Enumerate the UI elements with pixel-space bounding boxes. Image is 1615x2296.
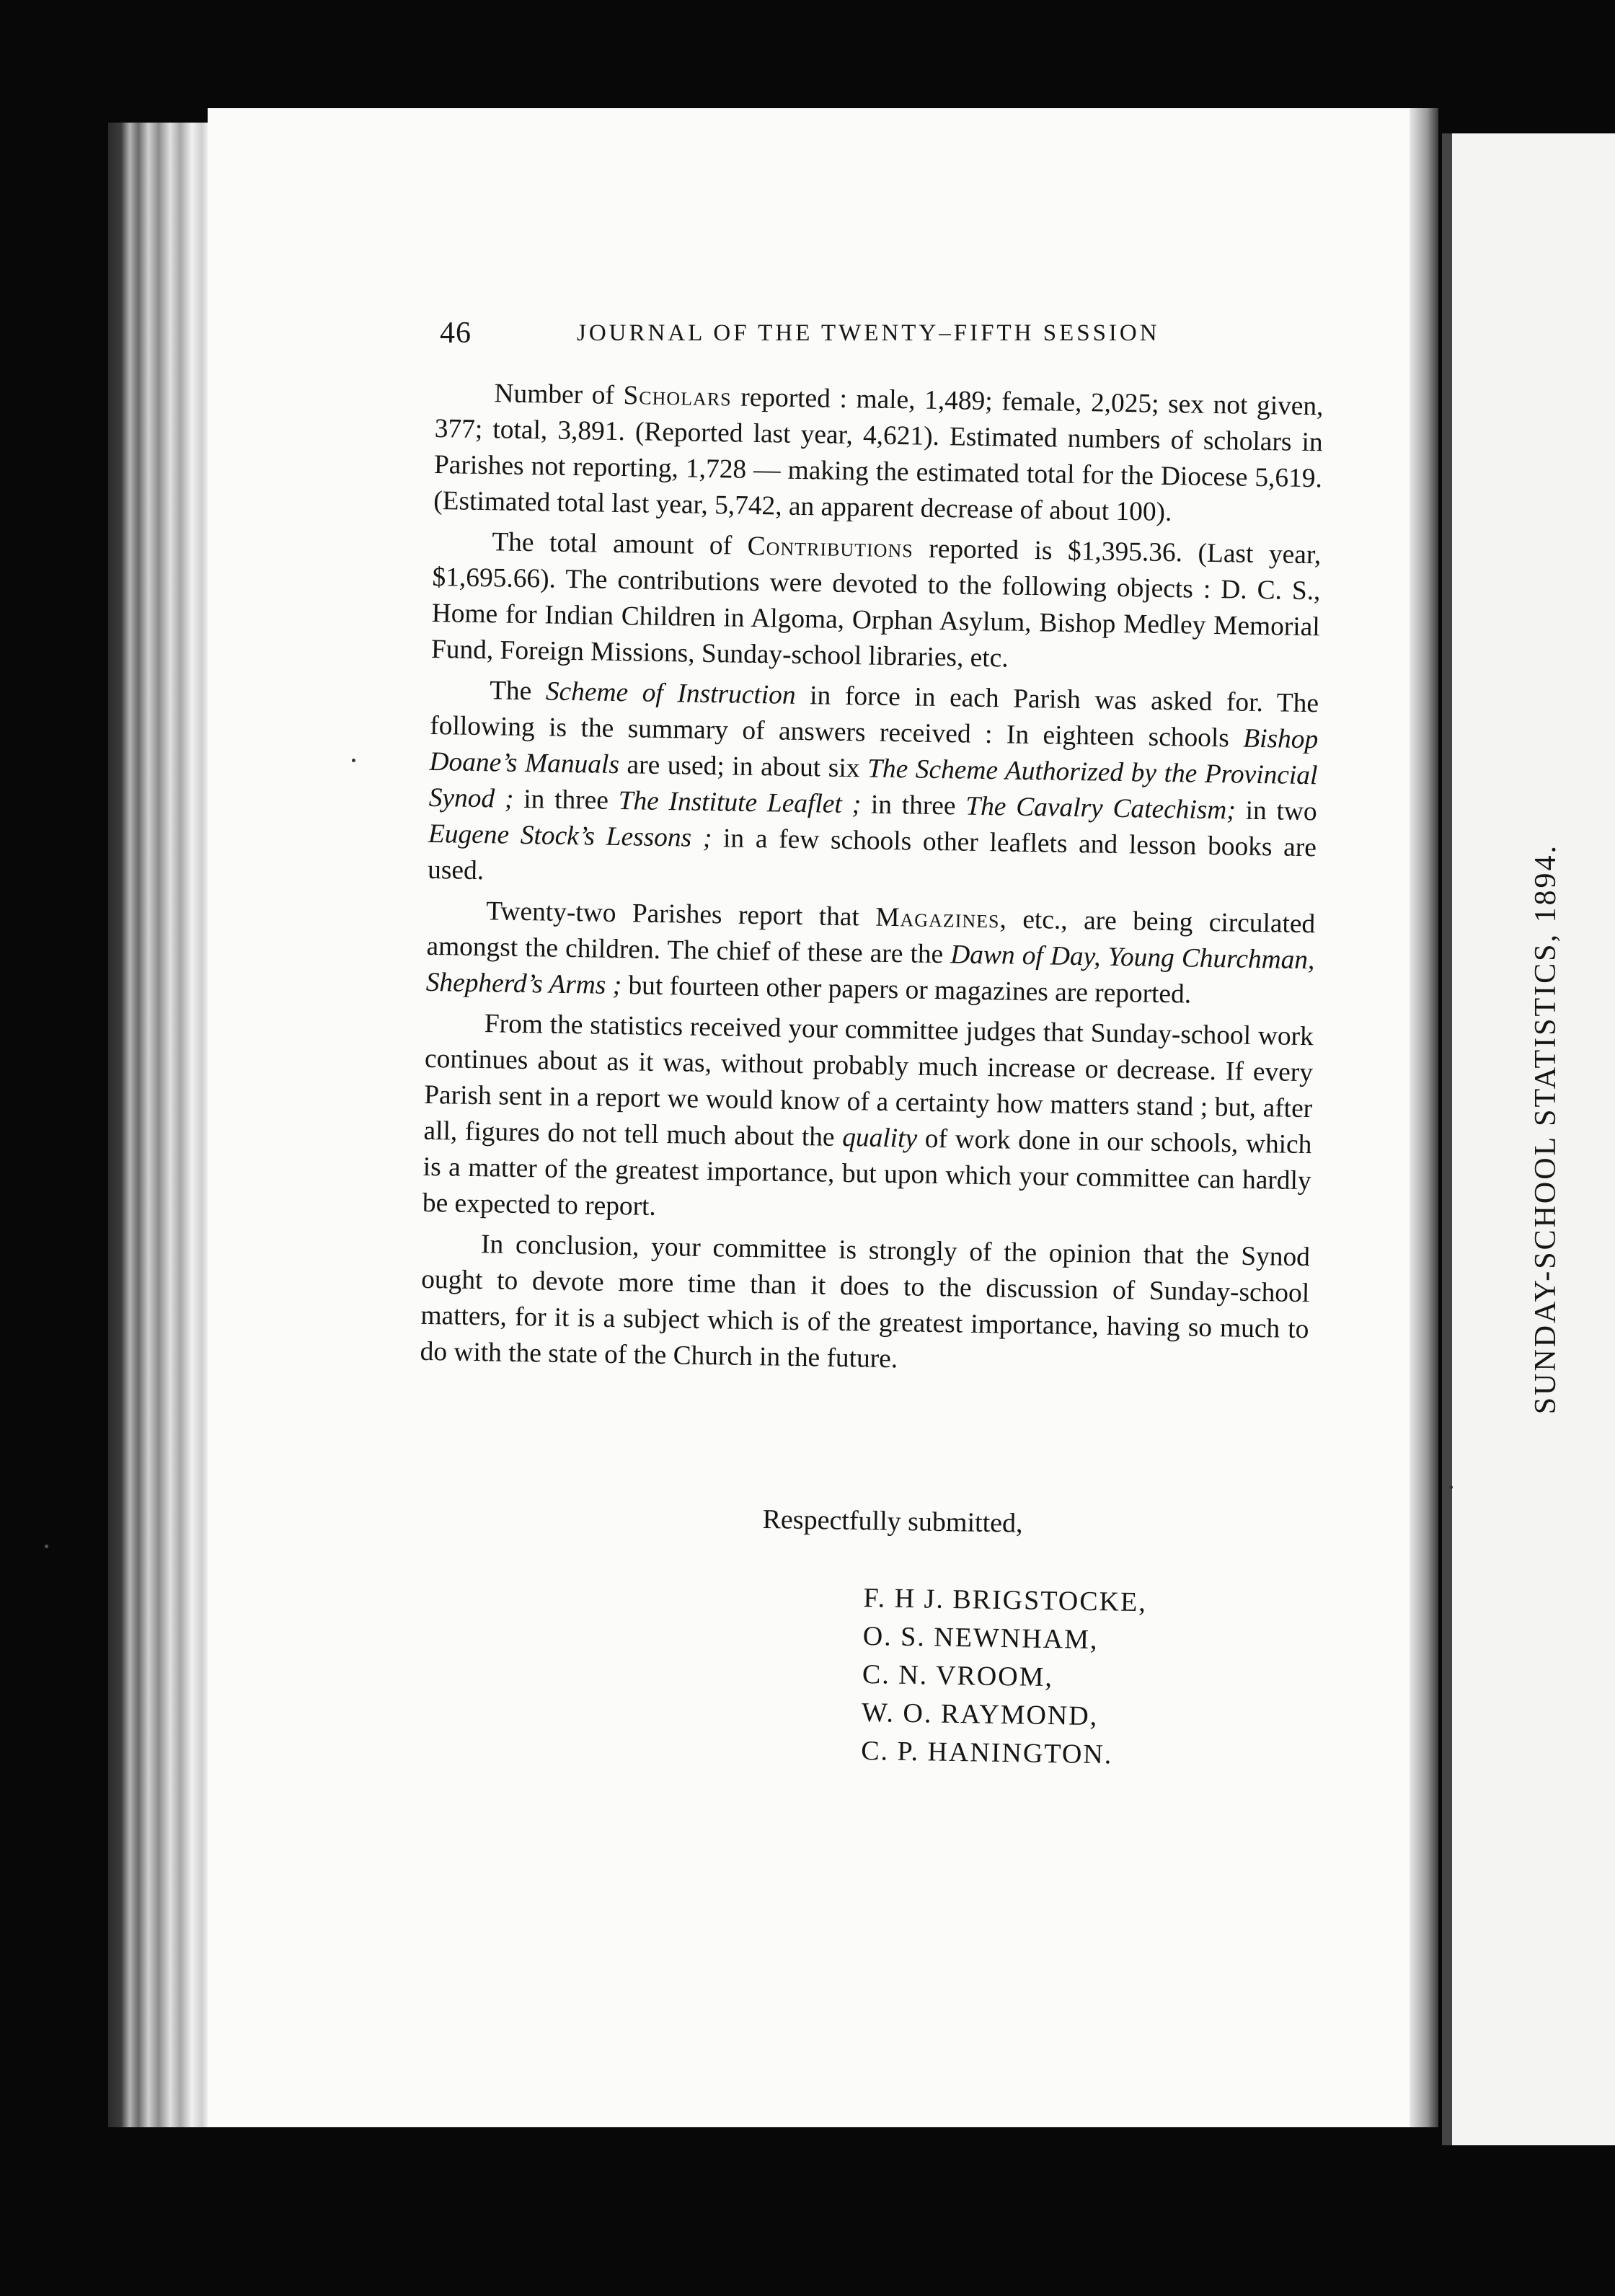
text-run: , etc., are being circulated amongst the children. The chief of these are the (426, 904, 1316, 970)
italic-term: Scheme of Instruction (545, 676, 796, 710)
text-run: In conclusion, your committee is strongly of the opinion that the Synod ought to devote more time than it does to the discussion of Sunday-school matters, for it is a subject which is of the greatest importance, having so much to do with the state of the Church in the future. (420, 1229, 1311, 1374)
dust-speck (352, 759, 355, 762)
signatory: O. S. NEWNHAM, (862, 1620, 1099, 1656)
running-head (440, 316, 1377, 359)
text-run: reported is $1,395.36. (Last year, $1,695.66). The contributions were devoted to the following objects : D. C. S., Home for Indian Children in Algoma, Orphan Asylum, Bishop Medley Memorial Fund, Foreign Missions, Sunday-school libraries, etc. (430, 534, 1322, 674)
paragraph-scheme-of-instruction (428, 672, 1319, 902)
text-run: of work done in our schools, which is a matter of the greatest importance, but upon which your committee can hardly be expected to report. (422, 1123, 1312, 1222)
signatory: C. P. HANINGTON. (860, 1735, 1113, 1770)
text-run: but fourteen other papers or magazines are reported. (621, 971, 1192, 1010)
text-run: Number of (494, 379, 624, 411)
spine-gutter (1410, 108, 1438, 2127)
italic-term: Bishop Doane’s Manuals (429, 723, 1319, 780)
paragraph-scholars (433, 375, 1324, 533)
text-run: in three (860, 790, 966, 821)
text-run: The total amount of (492, 527, 748, 561)
dust-speck (1449, 1485, 1453, 1489)
italic-term: Eugene Stock’s Lessons ; (428, 818, 712, 854)
body-text (420, 375, 1324, 1388)
small-caps-term: Magazines (875, 902, 1000, 935)
signatory: C. N. VROOM, (862, 1659, 1054, 1693)
text-run: The (489, 676, 547, 707)
facing-page-running-title: SUNDAY-SCHOOL STATISTICS, 1894. (1529, 844, 1562, 1415)
paragraph-statistics (422, 1005, 1314, 1235)
italic-term: quality (841, 1122, 918, 1154)
signoff: Respectfully submitted, (762, 1504, 1023, 1539)
small-caps-term: Contributions (747, 531, 914, 564)
paragraph-conclusion (420, 1226, 1310, 1384)
italic-term: The Cavalry Catechism; (965, 791, 1236, 826)
signatory: F. H J. BRIGSTOCKE, (863, 1582, 1148, 1618)
dust-speck (45, 1545, 48, 1548)
text-run: Twenty-two Parishes report that (486, 896, 876, 932)
text-run: are used; in about six (619, 750, 868, 784)
page-number: 46 (440, 317, 472, 350)
text-run: in three (513, 784, 619, 816)
italic-term: The Institute Leaflet ; (618, 786, 862, 820)
italic-term: Dawn of Day, Young Churchman, Shepherd’s Arms ; (425, 940, 1315, 1001)
paragraph-contributions (431, 524, 1322, 681)
text-run: in force in each Parish was asked for. The following is the summary of answers received : In eighteen schools (430, 680, 1319, 754)
text-run: in a few schools other leaflets and lesson books are used. (427, 824, 1317, 886)
journal-title: JOURNAL OF THE TWENTY–FIFTH SESSION (577, 320, 1160, 346)
text-run: in two (1235, 795, 1317, 827)
signatories (861, 1579, 1147, 1775)
italic-term: The Scheme Authorized by the Provincial Synod ; (428, 754, 1318, 814)
paragraph-magazines (425, 893, 1315, 1015)
page-block-edges (108, 123, 209, 2127)
text-run: From the statistics received your committee judges that Sunday-school work continues about as it was, without probably much increase or decrease. If every Parish sent in a report we would know of a certainty how matters stand ; but, after all, figures do not tell much about the (423, 1009, 1314, 1152)
signatory: W. O. RAYMOND, (861, 1697, 1099, 1732)
small-caps-term: Scholars (623, 381, 733, 412)
text-run: reported : male, 1,489; female, 2,025; sex not given, 377; total, 3,891. (Reported last year, 4,621). Estimated numbers of scholars in Parishes not reporting, 1,728 — making the estimated total for the Diocese 5,619. (Estimated total last year, 5,742, an apparent decrease of about 100). (433, 382, 1324, 528)
